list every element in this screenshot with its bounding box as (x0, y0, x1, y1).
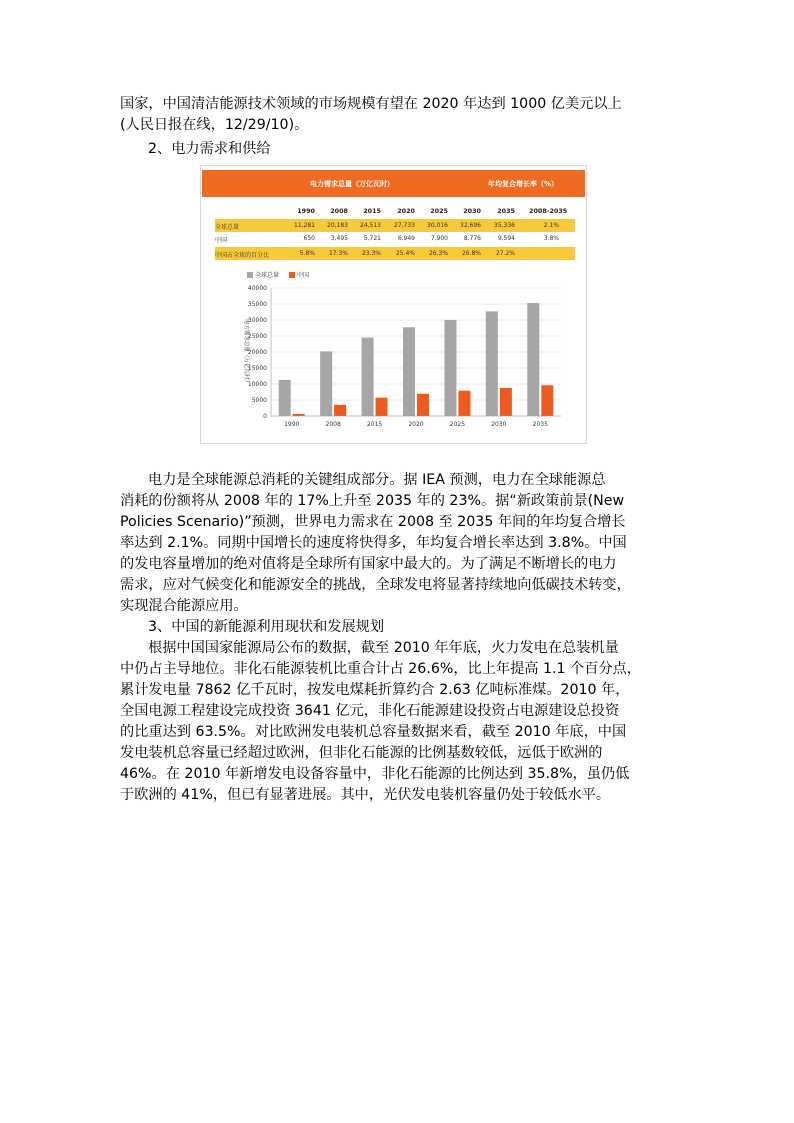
y-tick-label: 25000 (247, 333, 267, 340)
china-line: 全国电源工程建设完成投资 3641 亿元，非化石能源建设投资占电源建设总投资 (120, 703, 620, 719)
figure-header-demand: 电力需求总量（万亿瓦时） (310, 180, 394, 188)
power-paragraph (120, 470, 704, 617)
y-tick-label: 15000 (247, 365, 267, 372)
y-tick-label: 0 (263, 413, 267, 420)
table-cell: 27,733 (394, 222, 415, 229)
table-cell: 5.8% (299, 250, 315, 257)
china-line: 的比重达到 63.5%。对比欧洲发电装机总容量数据来看，截至 2010 年底，中国 (120, 724, 627, 740)
x-tick-label: 1990 (284, 421, 300, 428)
power-line: 实现混合能源应用。 (120, 598, 248, 614)
y-tick-label: 40000 (247, 285, 267, 292)
table-cagr-cell: 2.1% (543, 222, 559, 229)
x-tick-label: 2030 (491, 421, 507, 428)
table-cell: 20,183 (327, 222, 348, 229)
table-row-label: 全球总量 (215, 224, 240, 231)
table-year-header: 2035 (497, 207, 515, 215)
figure-header-bar (202, 170, 585, 197)
demand-bar-chart (201, 276, 586, 441)
y-tick-label: 5000 (251, 397, 267, 404)
legend-item-china: 中国 (289, 272, 309, 279)
x-tick-label: 2008 (325, 421, 341, 428)
bar-china (334, 405, 346, 416)
x-tick-label: 2015 (366, 421, 383, 428)
intro-line: 国家，中国清洁能源技术领域的市场规模有望在 2020 年达到 1000 亿美元以上 (120, 96, 622, 112)
china-line: 根据中国国家能源局公布的数据，截至 2010 年年底，火力发电在总装机量 (148, 640, 619, 656)
table-cell: 23.3% (361, 250, 381, 257)
bar-china (293, 414, 305, 416)
table-cell: 7,900 (430, 235, 448, 242)
x-tick-label: 2035 (532, 421, 548, 428)
bar-world (527, 303, 539, 416)
china-line: 累计发电量 7862 亿千瓦时，按发电煤耗折算约合 2.63 亿吨标准煤。2010 年， (120, 682, 630, 698)
table-cell: 26.3% (428, 250, 448, 257)
power-line: 率达到 2.1%。同期中国增长的速度将快得多，年均复合增长率达到 3.8%。中国 (120, 535, 627, 551)
legend-item-world: 全球总量 (247, 272, 279, 279)
bar-world (320, 351, 332, 416)
y-tick-label: 30000 (247, 317, 267, 324)
china-line: 于欧洲的 41%，但已有显著进展。其中，光伏发电装机容量仍处于较低水平。 (120, 787, 611, 803)
bar-world (403, 327, 415, 416)
table-cell: 25.4% (395, 250, 415, 257)
table-cell: 30,016 (427, 222, 448, 229)
table-cell: 5,721 (363, 235, 381, 242)
table-cagr-header: 2008-2035 (529, 207, 568, 215)
power-line: 的发电容量增加的绝对值将是全球所有国家中最大的。为了满足不断增长的电力 (120, 556, 617, 572)
figure-header-cagr: 年均复合增长率（%） (488, 180, 559, 188)
table-header-row (215, 204, 575, 217)
bar-china (458, 391, 470, 416)
table-year-header: 2025 (430, 207, 448, 215)
intro-line: (人民日报在线，12/29/10)。 (120, 117, 309, 133)
bar-world (362, 338, 374, 416)
bar-world (444, 320, 456, 416)
x-tick-label: 2020 (408, 421, 424, 428)
table-year-header: 1990 (297, 207, 315, 215)
table-row (215, 219, 575, 232)
table-cell: 6,949 (397, 235, 415, 242)
china-line: 46%。在 2010 年新增发电设备容量中，非化石能源的比例达到 35.8%，虽仍低 (120, 766, 630, 782)
electricity-demand-figure (200, 165, 587, 444)
bar-world (279, 380, 291, 416)
x-tick-label: 2025 (449, 421, 466, 428)
table-row-label: 中国 (215, 237, 228, 244)
y-axis-label: 电力需求总量（万亿瓦时） (243, 318, 249, 386)
intro-paragraph (120, 94, 676, 136)
table-cell: 3,495 (330, 235, 348, 242)
table-cell: 27.2% (495, 250, 515, 257)
table-cell: 11,281 (294, 222, 315, 229)
china-line: 发电装机总容量已经超过欧洲，但非化石能源的比例基数较低，远低于欧洲的 (120, 745, 603, 761)
table-cell: 24,513 (360, 222, 381, 229)
table-cell: 650 (303, 235, 315, 242)
section-3-heading: 3、中国的新能源利用现状和发展规划 (148, 619, 385, 635)
power-line: 需求，应对气候变化和能源安全的挑战，全球发电将显著持续地向低碳技术转变， (120, 577, 631, 593)
bar-china (376, 398, 388, 416)
table-cell: 17.3% (328, 250, 348, 257)
table-year-header: 2030 (463, 207, 481, 215)
y-tick-label: 10000 (247, 381, 267, 388)
y-tick-label: 35000 (247, 301, 267, 308)
y-tick-label: 20000 (247, 349, 267, 356)
table-year-header: 2015 (363, 207, 381, 215)
table-row (215, 232, 575, 245)
bar-china (541, 385, 553, 416)
power-line: 电力是全球能源总消耗的关键组成部分。据 IEA 预测，电力在全球能源总 (148, 472, 606, 488)
table-row (215, 247, 575, 260)
table-cell: 9,594 (497, 235, 515, 242)
table-cell: 32,696 (460, 222, 481, 229)
table-row-label: 中国占全球的百分比 (215, 252, 270, 259)
table-year-header: 2008 (330, 207, 348, 215)
power-line: 消耗的份额将从 2008 年的 17%上升至 2035 年的 23%。据“新政策前景(New (120, 493, 625, 509)
section-2-heading: 2、电力需求和供给 (148, 141, 271, 157)
china-paragraph (120, 638, 704, 806)
table-cell: 26.8% (461, 250, 481, 257)
power-line: Policies Scenario)”预测，世界电力需求在 2008 至 2035 年间的年均复合增长 (120, 514, 626, 530)
table-cell: 35,336 (494, 222, 515, 229)
bar-china (500, 388, 512, 416)
bar-china (417, 394, 429, 416)
china-line: 中仍占主导地位。非化石能源装机比重合计占 26.6%，比上年提高 1.1 个百分点， (120, 661, 641, 677)
table-year-header: 2020 (397, 207, 415, 215)
table-cell: 8,776 (463, 235, 481, 242)
table-cagr-cell: 3.8% (543, 235, 559, 242)
bar-world (486, 311, 498, 416)
